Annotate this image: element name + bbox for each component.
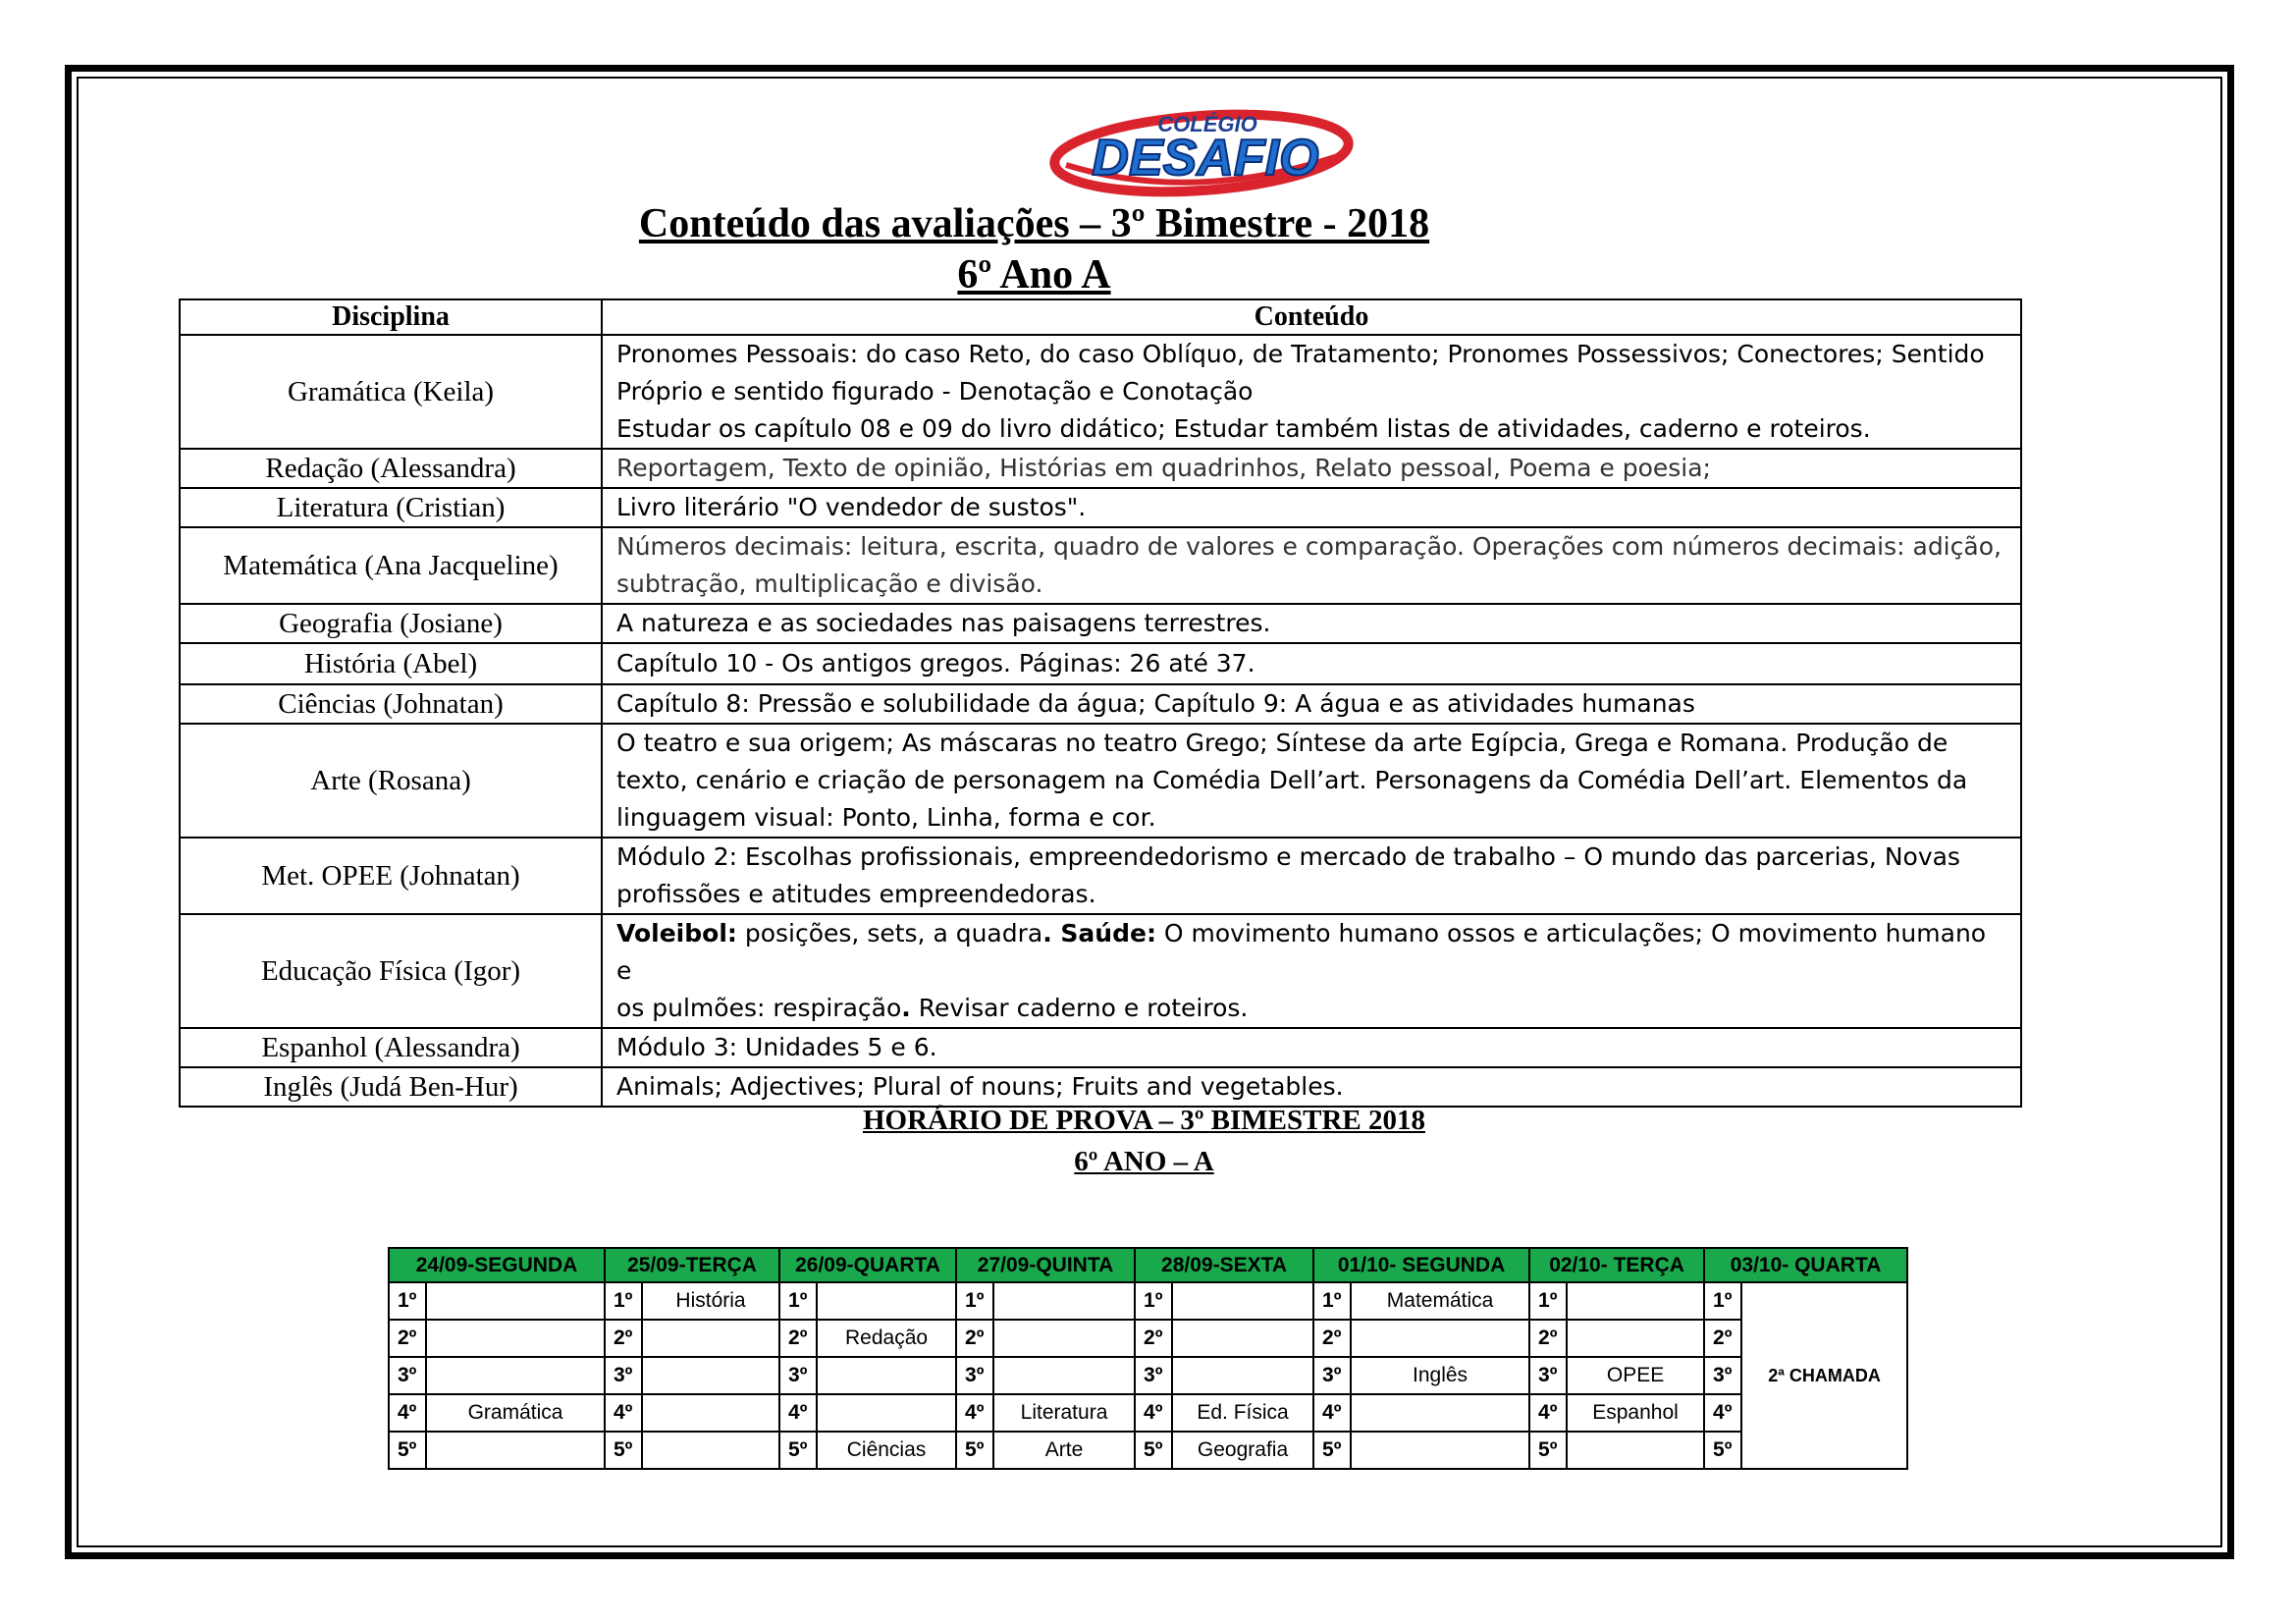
school-logo [1046, 96, 1361, 198]
exam-cell [1351, 1394, 1529, 1432]
period-label: 4º [1135, 1394, 1172, 1432]
period-label: 5º [1704, 1432, 1741, 1469]
day-header: 02/10- TERÇA [1529, 1248, 1704, 1282]
period-label: 4º [779, 1394, 817, 1432]
day-header: 26/09-QUARTA [779, 1248, 956, 1282]
period-label: 4º [1313, 1394, 1351, 1432]
period-label: 2º [1135, 1320, 1172, 1357]
day-header: 28/09-SEXTA [1135, 1248, 1313, 1282]
content-cell [602, 335, 2021, 449]
exam-cell: Literatura [993, 1394, 1135, 1432]
exam-cell [642, 1394, 779, 1432]
exam-cell: Ciências [817, 1432, 956, 1469]
exam-cell: Arte [993, 1432, 1135, 1469]
table-row [180, 1028, 2021, 1067]
content-line: O teatro e sua origem; As máscaras no teatro Grego; Síntese da arte Egípcia, Grega e Romana. Produção de [616, 729, 1949, 757]
period-label: 1º [956, 1282, 993, 1320]
period-label: 5º [1529, 1432, 1567, 1469]
exam-cell [1172, 1320, 1313, 1357]
period-label: 4º [605, 1394, 642, 1432]
period-label: 5º [956, 1432, 993, 1469]
content-line: Animals; Adjectives; Plural of nouns; Fruits and vegetables. [616, 1072, 1344, 1101]
content-line: Módulo 2: Escolhas profissionais, empreendedorismo e mercado de trabalho – O mundo das parcerias, Novas [616, 842, 1960, 871]
period-label: 3º [1529, 1357, 1567, 1394]
exam-cell: Gramática [426, 1394, 605, 1432]
content-header-row [180, 299, 2021, 335]
content-cell [602, 527, 2021, 604]
exam-cell [426, 1432, 605, 1469]
exam-cell: Geografia [1172, 1432, 1313, 1469]
period-label: 2º [605, 1320, 642, 1357]
table-row [180, 724, 2021, 838]
exam-cell: Inglês [1351, 1357, 1529, 1394]
exam-cell [993, 1282, 1135, 1320]
period-label: 3º [779, 1357, 817, 1394]
subject-cell: Literatura (Cristian) [180, 488, 602, 527]
content-cell [602, 643, 2021, 684]
bold-label: . Saúde: [1042, 919, 1156, 947]
period-label: 4º [1704, 1394, 1741, 1432]
period-label: 5º [1313, 1432, 1351, 1469]
header-conteudo: Conteúdo [602, 299, 2021, 335]
day-header: 03/10- QUARTA [1704, 1248, 1907, 1282]
exam-cell [993, 1320, 1135, 1357]
period-label: 2º [389, 1320, 426, 1357]
exam-cell [642, 1432, 779, 1469]
period-label: 3º [1704, 1357, 1741, 1394]
schedule-row [389, 1320, 1907, 1357]
exam-schedule-table [388, 1247, 1908, 1470]
schedule-class-title: 6º ANO – A [1074, 1146, 1214, 1177]
exam-cell [426, 1357, 605, 1394]
exam-cell [817, 1357, 956, 1394]
content-cell [602, 914, 2021, 1028]
period-label: 1º [1529, 1282, 1567, 1320]
subject-cell: Espanhol (Alessandra) [180, 1028, 602, 1067]
table-row [180, 914, 2021, 1028]
subject-cell: Met. OPEE (Johnatan) [180, 838, 602, 914]
subject-cell: Gramática (Keila) [180, 335, 602, 449]
table-row [180, 488, 2021, 527]
exam-cell [1351, 1320, 1529, 1357]
period-label: 3º [1135, 1357, 1172, 1394]
period-label: 3º [389, 1357, 426, 1394]
content-line: Voleibol: posições, sets, a quadra. Saúde: O movimento humano ossos e articulações; O movimento humano e [616, 919, 1987, 985]
content-line: profissões e atitudes empreendedoras. [616, 880, 1096, 908]
content-cell [602, 604, 2021, 643]
subject-cell: História (Abel) [180, 643, 602, 684]
schedule-row [389, 1432, 1907, 1469]
exam-cell [1172, 1282, 1313, 1320]
subject-cell: Geografia (Josiane) [180, 604, 602, 643]
subject-cell: Redação (Alessandra) [180, 449, 602, 488]
content-line: Pronomes Pessoais: do caso Reto, do caso Oblíquo, de Tratamento; Pronomes Possessivos; Conectores; Sentido [616, 340, 1985, 368]
exam-cell: Redação [817, 1320, 956, 1357]
exam-cell [993, 1357, 1135, 1394]
exam-cell: Espanhol [1567, 1394, 1704, 1432]
subject-cell: Inglês (Judá Ben-Hur) [180, 1067, 602, 1107]
table-row [180, 643, 2021, 684]
day-header: 01/10- SEGUNDA [1313, 1248, 1529, 1282]
header-disciplina: Disciplina [180, 299, 602, 335]
table-row [180, 449, 2021, 488]
content-line: A natureza e as sociedades nas paisagens terrestres. [616, 609, 1271, 637]
exam-cell: Matemática [1351, 1282, 1529, 1320]
day-header: 24/09-SEGUNDA [389, 1248, 605, 1282]
content-line: linguagem visual: Ponto, Linha, forma e cor. [616, 803, 1156, 832]
class-title: 6º Ano A [957, 252, 1111, 298]
content-line: Livro literário "O vendedor de sustos". [616, 493, 1087, 521]
period-label: 2º [779, 1320, 817, 1357]
table-row [180, 1067, 2021, 1107]
content-table [179, 298, 2022, 1108]
content-line: Reportagem, Texto de opinião, Histórias em quadrinhos, Relato pessoal, Poema e poesia; [616, 454, 1711, 482]
page-title: Conteúdo das avaliações – 3º Bimestre - 2018 [638, 201, 1430, 246]
period-label: 4º [389, 1394, 426, 1432]
content-cell [602, 724, 2021, 838]
period-label: 1º [779, 1282, 817, 1320]
period-label: 1º [1135, 1282, 1172, 1320]
exam-cell [1351, 1432, 1529, 1469]
content-line: subtração, multiplicação e divisão. [616, 569, 1043, 598]
exam-cell [1567, 1282, 1704, 1320]
table-row [180, 527, 2021, 604]
period-label: 4º [1529, 1394, 1567, 1432]
period-label: 5º [779, 1432, 817, 1469]
period-label: 3º [956, 1357, 993, 1394]
period-label: 3º [1313, 1357, 1351, 1394]
period-label: 1º [389, 1282, 426, 1320]
day-header: 27/09-QUINTA [956, 1248, 1135, 1282]
period-label: 2º [956, 1320, 993, 1357]
exam-cell [426, 1282, 605, 1320]
exam-cell [642, 1357, 779, 1394]
period-label: 1º [1704, 1282, 1741, 1320]
period-label: 1º [1313, 1282, 1351, 1320]
exam-cell [1567, 1320, 1704, 1357]
exam-cell [817, 1394, 956, 1432]
logo-text-colegio: COLÉGIO [1157, 112, 1257, 136]
subject-cell: Educação Física (Igor) [180, 914, 602, 1028]
content-cell [602, 838, 2021, 914]
schedule-header-row [389, 1248, 1907, 1282]
content-line: Capítulo 8: Pressão e solubilidade da água; Capítulo 9: A água e as atividades humanas [616, 689, 1695, 718]
content-line: Próprio e sentido figurado - Denotação e Conotação [616, 377, 1254, 406]
period-label: 4º [956, 1394, 993, 1432]
schedule-title: HORÁRIO DE PROVA – 3º BIMESTRE 2018 [862, 1105, 1425, 1136]
content-line: texto, cenário e criação de personagem na Comédia Dell’art. Personagens da Comédia Dell’art. Elementos da [616, 766, 1968, 794]
period-label: 5º [1135, 1432, 1172, 1469]
period-label: 5º [605, 1432, 642, 1469]
exam-cell [1567, 1432, 1704, 1469]
content-cell [602, 1028, 2021, 1067]
content-line: Números decimais: leitura, escrita, quadro de valores e comparação. Operações com números decimais: adição, [616, 532, 2002, 561]
period-label: 1º [605, 1282, 642, 1320]
exam-cell [642, 1320, 779, 1357]
period-label: 2º [1313, 1320, 1351, 1357]
exam-cell: História [642, 1282, 779, 1320]
content-line: os pulmões: respiração. Revisar caderno e roteiros. [616, 994, 1249, 1022]
exam-cell [426, 1320, 605, 1357]
schedule-row [389, 1282, 1907, 1320]
subject-cell: Arte (Rosana) [180, 724, 602, 838]
second-call-cell: 2ª CHAMADA [1741, 1282, 1907, 1469]
table-row [180, 604, 2021, 643]
schedule-row [389, 1357, 1907, 1394]
content-line: Módulo 3: Unidades 5 e 6. [616, 1033, 937, 1061]
period-label: 2º [1529, 1320, 1567, 1357]
bold-label: Voleibol: [616, 919, 737, 947]
schedule-row [389, 1394, 1907, 1432]
content-cell [602, 449, 2021, 488]
logo-text-desafio: DESAFIO [1092, 130, 1319, 187]
exam-cell: OPEE [1567, 1357, 1704, 1394]
content-cell [602, 488, 2021, 527]
exam-cell: Ed. Física [1172, 1394, 1313, 1432]
exam-cell [1172, 1357, 1313, 1394]
period-label: 2º [1704, 1320, 1741, 1357]
table-row [180, 335, 2021, 449]
period-label: 3º [605, 1357, 642, 1394]
content-line: Estudar os capítulo 08 e 09 do livro didático; Estudar também listas de atividades, caderno e roteiros. [616, 414, 1871, 443]
subject-cell: Ciências (Johnatan) [180, 684, 602, 724]
content-cell [602, 1067, 2021, 1107]
day-header: 25/09-TERÇA [605, 1248, 779, 1282]
content-line: Capítulo 10 - Os antigos gregos. Páginas: 26 até 37. [616, 649, 1255, 677]
table-row [180, 684, 2021, 724]
period-label: 5º [389, 1432, 426, 1469]
exam-cell [817, 1282, 956, 1320]
subject-cell: Matemática (Ana Jacqueline) [180, 527, 602, 604]
content-cell [602, 684, 2021, 724]
table-row [180, 838, 2021, 914]
